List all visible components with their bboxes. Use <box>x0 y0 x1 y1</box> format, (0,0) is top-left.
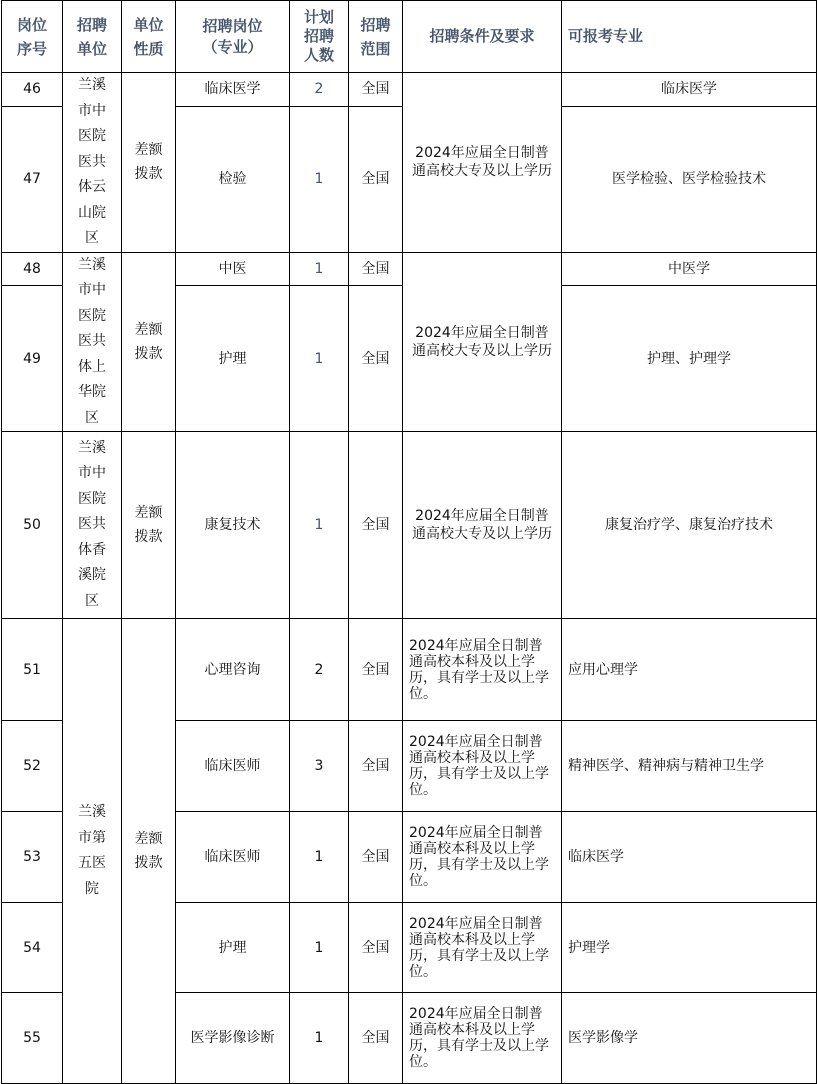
position-cell: 护理 <box>176 903 290 993</box>
scope-cell: 全国 <box>349 106 403 252</box>
seq-cell: 46 <box>2 73 63 107</box>
conditions-cell: 2024年应届全日制普通高校大专及以上学历 <box>403 73 562 253</box>
table-row <box>2 432 817 619</box>
scope-cell: 全国 <box>349 432 403 619</box>
count-cell: 1 <box>290 432 349 619</box>
header-unit-type: 单位性质 <box>122 1 176 73</box>
conditions-cell: 2024年应届全日制普通高校本科及以上学历，具有学士及以上学位。 <box>403 721 562 812</box>
table-row <box>2 619 817 721</box>
majors-cell: 临床医学 <box>562 812 817 903</box>
majors-cell: 中医学 <box>562 252 817 286</box>
majors-cell: 精神医学、精神病与精神卫生学 <box>562 721 817 812</box>
header-count: 计划招聘人数 <box>290 1 349 73</box>
position-cell: 临床医师 <box>176 812 290 903</box>
majors-cell: 护理学 <box>562 903 817 993</box>
count-cell: 2 <box>290 73 349 107</box>
header-unit: 招聘单位 <box>63 1 122 73</box>
position-cell: 医学影像诊断 <box>176 993 290 1084</box>
recruitment-table-container <box>1 0 817 1084</box>
position-cell: 检验 <box>176 106 290 252</box>
seq-cell: 50 <box>2 432 63 619</box>
unit-type-cell: 差额拨款 <box>122 619 176 1084</box>
unit-cell: 兰溪市第五医院 <box>63 619 122 1084</box>
unit-cell: 兰溪市中医院医共体云山院区 <box>63 73 122 253</box>
scope-cell: 全国 <box>349 73 403 107</box>
majors-cell: 应用心理学 <box>562 619 817 721</box>
seq-cell: 52 <box>2 721 63 812</box>
position-cell: 中医 <box>176 252 290 286</box>
count-cell: 1 <box>290 106 349 252</box>
unit-type-cell: 差额拨款 <box>122 432 176 619</box>
unit-type-cell: 差额拨款 <box>122 252 176 432</box>
scope-cell: 全国 <box>349 903 403 993</box>
header-majors: 可报考专业 <box>562 1 817 73</box>
position-cell: 康复技术 <box>176 432 290 619</box>
majors-cell: 护理、护理学 <box>562 286 817 432</box>
conditions-cell: 2024年应届全日制普通高校大专及以上学历 <box>403 432 562 619</box>
scope-cell: 全国 <box>349 993 403 1084</box>
scope-cell: 全国 <box>349 252 403 286</box>
seq-cell: 51 <box>2 619 63 721</box>
scope-cell: 全国 <box>349 721 403 812</box>
count-cell: 3 <box>290 721 349 812</box>
position-cell: 临床医师 <box>176 721 290 812</box>
majors-cell: 医学检验、医学检验技术 <box>562 106 817 252</box>
scope-cell: 全国 <box>349 286 403 432</box>
seq-cell: 53 <box>2 812 63 903</box>
seq-cell: 55 <box>2 993 63 1084</box>
recruitment-table <box>1 0 817 1084</box>
scope-cell: 全国 <box>349 619 403 721</box>
table-row <box>2 252 817 286</box>
seq-cell: 49 <box>2 286 63 432</box>
conditions-cell: 2024年应届全日制普通高校本科及以上学历，具有学士及以上学位。 <box>403 903 562 993</box>
table-row <box>2 73 817 107</box>
majors-cell: 临床医学 <box>562 73 817 107</box>
scope-cell: 全国 <box>349 812 403 903</box>
position-cell: 心理咨询 <box>176 619 290 721</box>
position-cell: 护理 <box>176 286 290 432</box>
unit-cell: 兰溪市中医院医共体香溪院区 <box>63 432 122 619</box>
header-conditions: 招聘条件及要求 <box>403 1 562 73</box>
seq-cell: 47 <box>2 106 63 252</box>
conditions-cell: 2024年应届全日制普通高校大专及以上学历 <box>403 252 562 432</box>
seq-cell: 48 <box>2 252 63 286</box>
count-cell: 1 <box>290 286 349 432</box>
unit-cell: 兰溪市中医院医共体上华院区 <box>63 252 122 432</box>
count-cell: 2 <box>290 619 349 721</box>
count-cell: 1 <box>290 812 349 903</box>
conditions-cell: 2024年应届全日制普通高校本科及以上学历，具有学士及以上学位。 <box>403 812 562 903</box>
conditions-cell: 2024年应届全日制普通高校本科及以上学历，具有学士及以上学位。 <box>403 993 562 1084</box>
conditions-cell: 2024年应届全日制普通高校本科及以上学历，具有学士及以上学位。 <box>403 619 562 721</box>
header-scope: 招聘范围 <box>349 1 403 73</box>
header-seq: 岗位序号 <box>2 1 63 73</box>
unit-type-cell: 差额拨款 <box>122 73 176 253</box>
header-position: 招聘岗位（专业） <box>176 1 290 73</box>
position-cell: 临床医学 <box>176 73 290 107</box>
count-cell: 1 <box>290 903 349 993</box>
header-row <box>2 1 817 73</box>
seq-cell: 54 <box>2 903 63 993</box>
majors-cell: 康复治疗学、康复治疗技术 <box>562 432 817 619</box>
count-cell: 1 <box>290 993 349 1084</box>
majors-cell: 医学影像学 <box>562 993 817 1084</box>
count-cell: 1 <box>290 252 349 286</box>
